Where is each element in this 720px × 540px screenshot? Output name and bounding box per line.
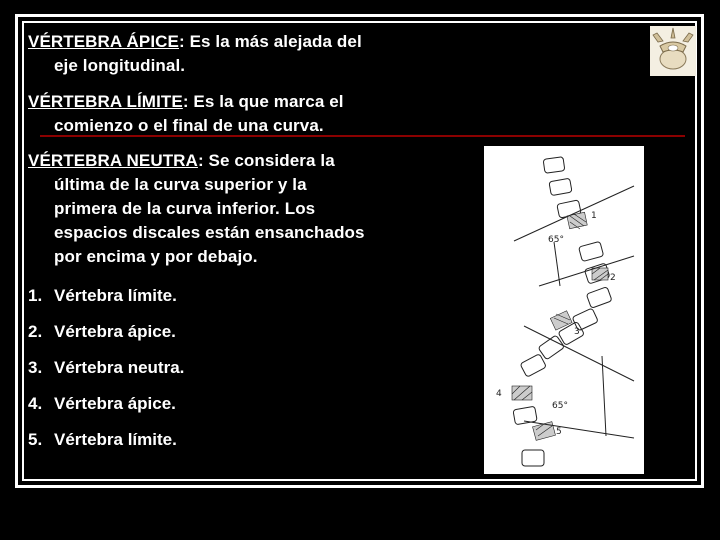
angle-label-lower: 65°	[552, 401, 568, 411]
definition-line	[28, 149, 365, 173]
list-number: 3.	[28, 358, 43, 377]
angle-label-upper: 65°	[548, 235, 564, 245]
list-text: Vértebra neutra.	[54, 358, 185, 377]
definition-text: Es la más alejada del	[189, 32, 362, 51]
list-item	[28, 284, 184, 320]
definition-separator: :	[182, 92, 194, 111]
definition-neutra	[28, 149, 365, 269]
definition-line	[28, 30, 362, 54]
label-4: 4	[496, 389, 502, 399]
list-item	[28, 320, 184, 356]
definition-line	[28, 90, 344, 114]
definition-limite	[28, 90, 344, 138]
list-item	[28, 392, 184, 428]
list-item	[28, 356, 184, 392]
label-3: 3	[574, 327, 580, 337]
definition-text: Es la que marca el	[193, 92, 344, 111]
vertebra-list	[28, 284, 184, 464]
definition-continuation: primera de la curva inferior. Los	[54, 199, 316, 218]
definition-continuation: última de la curva superior y la	[54, 175, 307, 194]
vertebra-thumbnail	[650, 26, 696, 76]
definition-continuation: por encima y por debajo.	[54, 247, 258, 266]
list-number: 2.	[28, 322, 43, 341]
list-item	[28, 428, 184, 464]
definition-term: VÉRTEBRA LÍMITE	[28, 92, 183, 111]
label-2: 2	[610, 273, 616, 283]
list-number: 1.	[28, 286, 43, 305]
definition-term: VÉRTEBRA ÁPICE	[28, 32, 179, 51]
definition-text: Se considera la	[208, 151, 335, 170]
spine-diagram	[484, 146, 644, 474]
divider-rule	[40, 135, 685, 137]
definition-continuation: comienzo o el final de una curva.	[54, 116, 324, 135]
list-text: Vértebra límite.	[54, 286, 177, 305]
scoliosis-figure	[484, 146, 644, 474]
list-text: Vértebra límite.	[54, 430, 177, 449]
label-5: 5	[556, 427, 562, 437]
definition-term: VÉRTEBRA NEUTRA	[28, 151, 198, 170]
list-text: Vértebra ápice.	[54, 322, 176, 341]
list-text: Vértebra ápice.	[54, 394, 176, 413]
vertebra-icon	[650, 26, 696, 76]
label-1: 1	[591, 211, 597, 221]
list-number: 5.	[28, 430, 43, 449]
definition-continuation: espacios discales están ensanchados	[54, 223, 365, 242]
definition-separator: :	[178, 32, 190, 51]
list-number: 4.	[28, 394, 43, 413]
definition-continuation: eje longitudinal.	[54, 56, 186, 75]
definition-apice	[28, 30, 362, 78]
definition-separator: :	[197, 151, 209, 170]
